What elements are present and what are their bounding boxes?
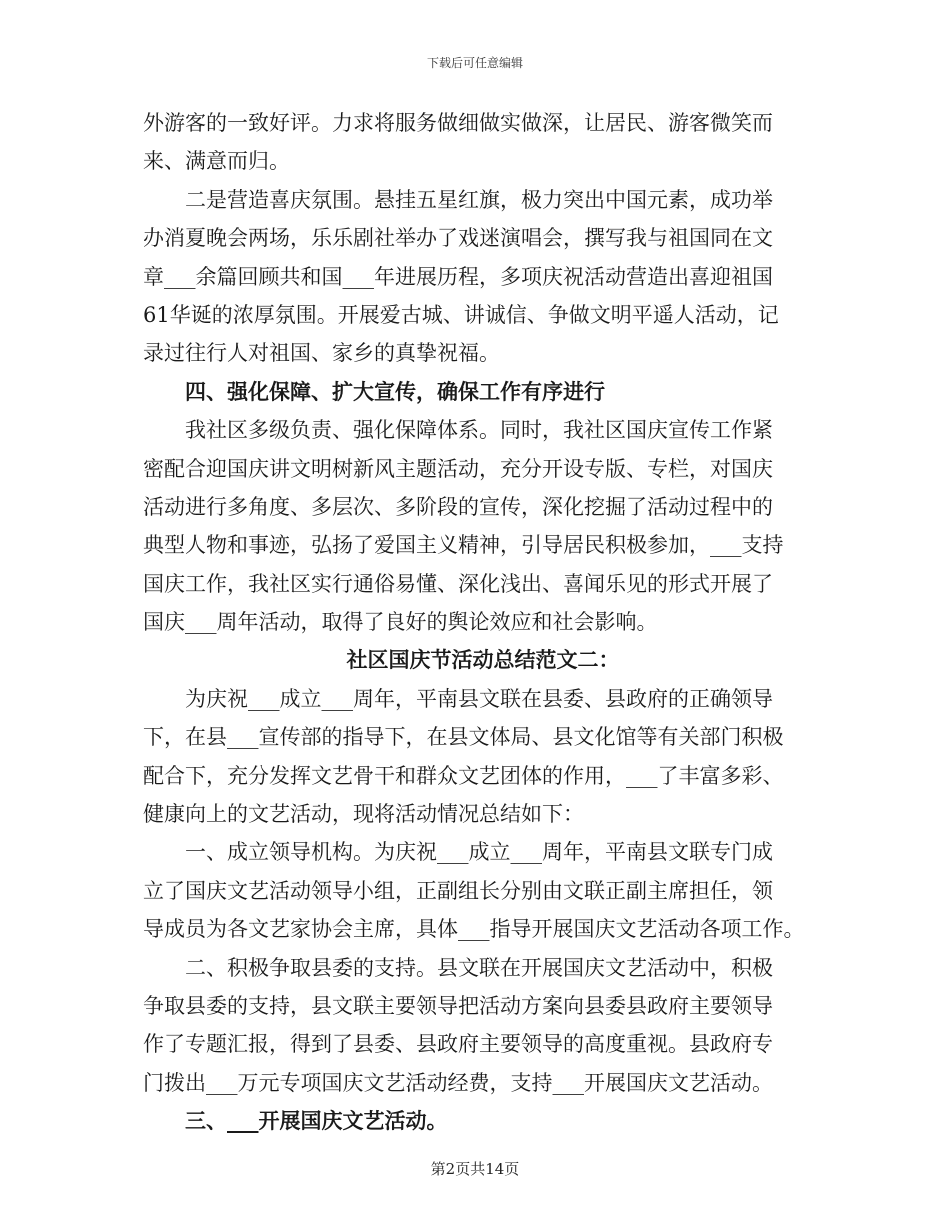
document-subtitle: 社区国庆节活动总结范文二： bbox=[346, 647, 620, 673]
text-line: 密配合迎国庆讲文明树新风主题活动，充分开设专版、专栏，对国庆 bbox=[143, 456, 773, 481]
text-line: 我社区多级负责、强化保障体系。同时，我社区国庆宣传工作紧 bbox=[185, 418, 773, 443]
text-line: 61华诞的浓厚氛围。开展爱古城、讲诚信、争做文明平遥人活动，记 bbox=[143, 302, 779, 327]
text-line: 外游客的一致好评。力求将服务做细做实做深，让居民、游客微笑而 bbox=[143, 111, 773, 135]
text-line: 活动进行多角度、多层次、多阶段的宣传，深化挖掘了活动过程中的 bbox=[143, 494, 773, 519]
text-line: 国庆___周年活动，取得了良好的舆论效应和社会影响。 bbox=[143, 610, 658, 635]
text-line: 下，在县___宣传部的指导下，在县文体局、县文化馆等有关部门积极 bbox=[143, 725, 784, 750]
text-line: 典型人物和事迹，弘扬了爱国主义精神，引导居民积极参加，___支持 bbox=[143, 533, 784, 558]
text-line: 导成员为各文艺家协会主席，具体___指导开展国庆文艺活动各项工作。 bbox=[143, 917, 805, 942]
text-line: 国庆工作，我社区实行通俗易懂、深化浅出、喜闻乐见的形式开展了 bbox=[143, 571, 773, 596]
page-number-footer: 第2页共14页 bbox=[430, 1160, 520, 1178]
section-heading: 四、强化保障、扩大宣传，确保工作有序进行 bbox=[185, 378, 605, 404]
text-line: 章___余篇回顾共和国___年进展历程，多项庆祝活动营造出喜迎祖国 bbox=[143, 264, 773, 289]
text-line: 门拨出___万元专项国庆文艺活动经费，支持___开展国庆文艺活动。 bbox=[143, 1070, 773, 1095]
document-body bbox=[143, 104, 823, 1141]
text-line: 为庆祝___成立___周年，平南县文联在县委、县政府的正确领导 bbox=[185, 686, 773, 711]
section-heading: 三、___开展国庆文艺活动。 bbox=[185, 1108, 448, 1134]
text-line: 办消夏晚会两场，乐乐剧社举办了戏迷演唱会，撰写我与祖国同在文 bbox=[143, 226, 773, 251]
text-line: 争取县委的支持，县文联主要领导把活动方案向县委县政府主要领导 bbox=[143, 993, 773, 1018]
text-line: 一、成立领导机构。为庆祝___成立___周年，平南县文联专门成 bbox=[185, 840, 773, 865]
text-line: 配合下，充分发挥文艺骨干和群众文艺团体的作用，___了丰富多彩、 bbox=[143, 763, 784, 788]
page-header: 下载后可任意编辑 bbox=[426, 56, 523, 70]
text-line: 健康向上的文艺活动，现将活动情况总结如下： bbox=[143, 802, 584, 827]
text-line: 立了国庆文艺活动领导小组，正副组长分别由文联正副主席担任，领 bbox=[143, 878, 773, 903]
text-line: 作了专题汇报，得到了县委、县政府主要领导的高度重视。县政府专 bbox=[143, 1032, 773, 1057]
text-line: 录过往行人对祖国、家乡的真挚祝福。 bbox=[143, 341, 500, 366]
text-line: 来、满意而归。 bbox=[143, 149, 290, 174]
text-line: 二是营造喜庆氛围。悬挂五星红旗，极力突出中国元素，成功举 bbox=[185, 187, 773, 212]
text-line: 二、积极争取县委的支持。县文联在开展国庆文艺活动中，积极 bbox=[185, 955, 773, 980]
